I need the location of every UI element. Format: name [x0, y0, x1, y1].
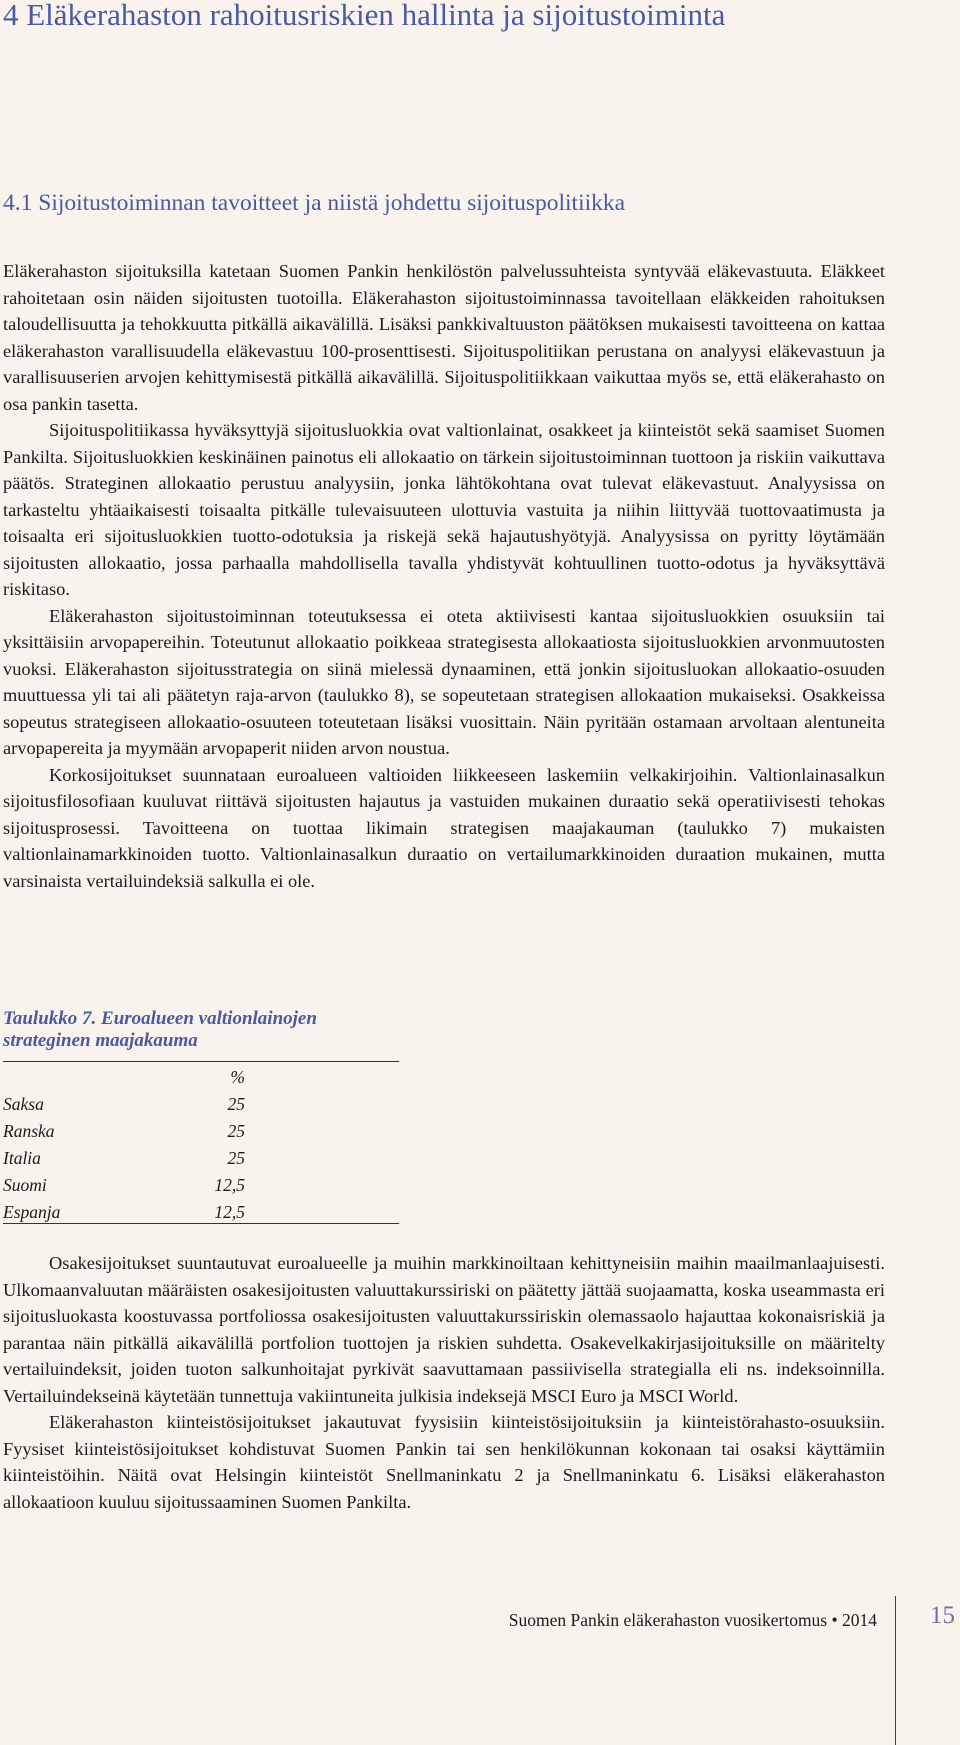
- value-cell: 25: [227, 1094, 245, 1114]
- table-row: [3, 1088, 399, 1115]
- table-header-row: [3, 1062, 399, 1089]
- spacer-cell: [245, 1115, 399, 1142]
- paragraph: Sijoituspolitiikassa hyväksyttyjä sijoitusluokkia ovat valtionlainat, osakkeet ja kiinteistöt sekä saamiset Suomen Pankilta. Sijoitusluokkien keskinäinen painotus eli allokaatio on tärkein sijoitustoiminnan tuottoon ja riskiin vaikuttava päätös. Strateginen allokaatio perustuu analyysiin, jonka lähtökohtana ovat tulevat eläkevastuut. Analyysissa on tarkasteltu yhtäaikaisesti toisaalta pitkälle tulevaisuuteen ulottuvia vastuita ja niihin liittyvää tuottovaatimusta ja toisaalta eri sijoitusluokkien tuotto-odotuksia ja riskejä sekä hajautushyötyjä. Analyysissa on pyritty löytämään sijoitusten allokaatio, jossa parhaalla mahdollisella tavalla yhdistyvät kohtuullinen tuotto-odotus ja hyväksyttävä riskitaso.: [3, 420, 885, 599]
- paragraph: Eläkerahaston sijoituksilla katetaan Suomen Pankin henkilöstön palvelussuhteista syntyvää eläkevastuuta. Eläkkeet rahoitetaan osin näiden sijoitusten tuotoilla. Eläkerahaston sijoitustoiminnassa tavoitellaan eläkkeiden rahoituksen taloudellisuutta ja tehokkuutta pitkällä aikavälillä. Lisäksi pankkivaltuuston päätöksen mukaisesti tavoitteena on kattaa eläkerahaston varallisuudella eläkevastuu 100-prosenttisesti. Sijoituspolitiikan perustana on analyysi eläkevastuun ja varallisuuserien arvojen kehittymisestä pitkällä aikavälillä. Sijoituspolitiikkaan vaikuttaa myös se, että eläkerahasto on osa pankin tasetta.: [3, 261, 885, 414]
- country-cell: Espanja: [3, 1196, 153, 1224]
- paragraph: Eläkerahaston kiinteistösijoitukset jakautuvat fyysisiin kiinteistösijoituksiin ja kiinteistörahasto-osuuksiin. Fyysiset kiinteistösijoitukset kohdistuvat Suomen Pankin tai sen henkilökunnan kokonaan tai osaksi käyttämiin kiinteistöihin. Näitä ovat Helsingin kiinteistöt Snellmaninkatu 2 ja Snellmaninkatu 6. Lisäksi eläkerahaston allokaatioon kuuluu sijoitussaaminen Suomen Pankilta.: [3, 1412, 885, 1512]
- footer-publication: Suomen Pankin eläkerahaston vuosikertomus • 2014: [508, 1610, 877, 1630]
- body-text-after-table: [3, 1250, 885, 1515]
- table-row: [3, 1115, 399, 1142]
- chapter-title: 4 Eläkerahaston rahoitusriskien hallinta ja sijoitustoiminta: [3, 0, 726, 32]
- paragraph: Eläkerahaston sijoitustoiminnan toteutuksessa ei oteta aktiivisesti kantaa sijoitusluokkien osuuksiin tai yksittäisiin arvopapereihin. Toteutunut allokaatio poikkeaa strategisesta allokaatiosta sijoitusluokkien arvonmuutosten vuoksi. Eläkerahaston sijoitusstrategia on siinä mielessä dynaaminen, että jonkin sijoitusluokan allokaatio-osuuden muuttuessa yli tai ali päätetyn raja-arvon (taulukko 8), se sopeutetaan strategisen allokaation mukaiseksi. Osakkeissa sopeutus strategiseen allokaatio-osuuteen toteutetaan lisäksi vuosittain. Näin pyritään ostamaan arvoltaan alentuneita arvopapereita ja myymään arvopaperit niiden arvon noustua.: [3, 605, 885, 758]
- section-title: 4.1 Sijoitustoiminnan tavoitteet ja niistä johdettu sijoituspolitiikka: [3, 190, 626, 216]
- table-header-percent: %: [153, 1062, 245, 1089]
- footer-divider: [895, 1596, 896, 1745]
- page-number: 15: [930, 1602, 955, 1629]
- table-row: [3, 1142, 399, 1169]
- country-cell: Ranska: [3, 1121, 55, 1141]
- table-header-country: [3, 1062, 153, 1089]
- country-cell: Saksa: [3, 1094, 44, 1114]
- table-row: [3, 1196, 399, 1224]
- body-text-before-table: [3, 258, 885, 894]
- value-cell: 12,5: [214, 1175, 245, 1195]
- spacer-cell: [245, 1169, 399, 1196]
- spacer-cell: [245, 1088, 399, 1115]
- spacer-cell: [245, 1142, 399, 1169]
- paragraph: Korkosijoitukset suunnataan euroalueen valtioiden liikkeeseen laskemiin velkakirjoihin. Valtionlainasalkun sijoitusfilosofiaan kuuluvat riittävä sijoitusten hajautus ja vastuiden mukainen duraatio sekä operatiivisesti tehokas sijoitusprosessi. Tavoitteena on tuottaa likimain strategisen maajakauman (taulukko 7) mukaisten valtionlainamarkkinoiden tuotto. Valtionlainasalkun duraatio on vertailumarkkinoiden duraation mukainen, mutta varsinaista vertailuindeksiä salkulla ei ole.: [3, 764, 885, 891]
- value-cell: 12,5: [153, 1196, 245, 1224]
- country-allocation-table: [3, 1061, 399, 1224]
- table-header-spacer: [245, 1062, 399, 1089]
- value-cell: 25: [227, 1121, 245, 1141]
- country-cell: Suomi: [3, 1175, 47, 1195]
- table-caption: Taulukko 7. Euroalueen valtionlainojen strateginen maajakauma: [3, 1008, 317, 1051]
- value-cell: 25: [227, 1148, 245, 1168]
- paragraph: Osakesijoitukset suuntautuvat euroalueelle ja muihin markkinoiltaan kehittyneisiin maihin maailmanlaajuisesti. Ulkomaanvaluutan määräisten osakesijoitusten valuuttakurssiriski on päätetty jättää suojaamatta, koska useammasta eri sijoitusluokasta koostuvassa portfoliossa osakesijoitusten valuuttakurssiriskin olemassaolo hajauttaa kokonaisriskiä ja parantaa näin pitkällä aikavälillä portfolion tuottojen ja riskien suhdetta. Osakevelkakirjasijoituksille on määritelty vertailuindeksit, joiden tuoton salkunhoitajat pyrkivät saavuttamaan passiivisella strategialla eli ns. indeksoinnilla. Vertailuindekseinä käytetään tunnettuja vakiintuneita julkisia indeksejä MSCI Euro ja MSCI World.: [3, 1253, 885, 1406]
- table-row: [3, 1169, 399, 1196]
- country-cell: Italia: [3, 1148, 41, 1168]
- spacer-cell: [245, 1196, 399, 1224]
